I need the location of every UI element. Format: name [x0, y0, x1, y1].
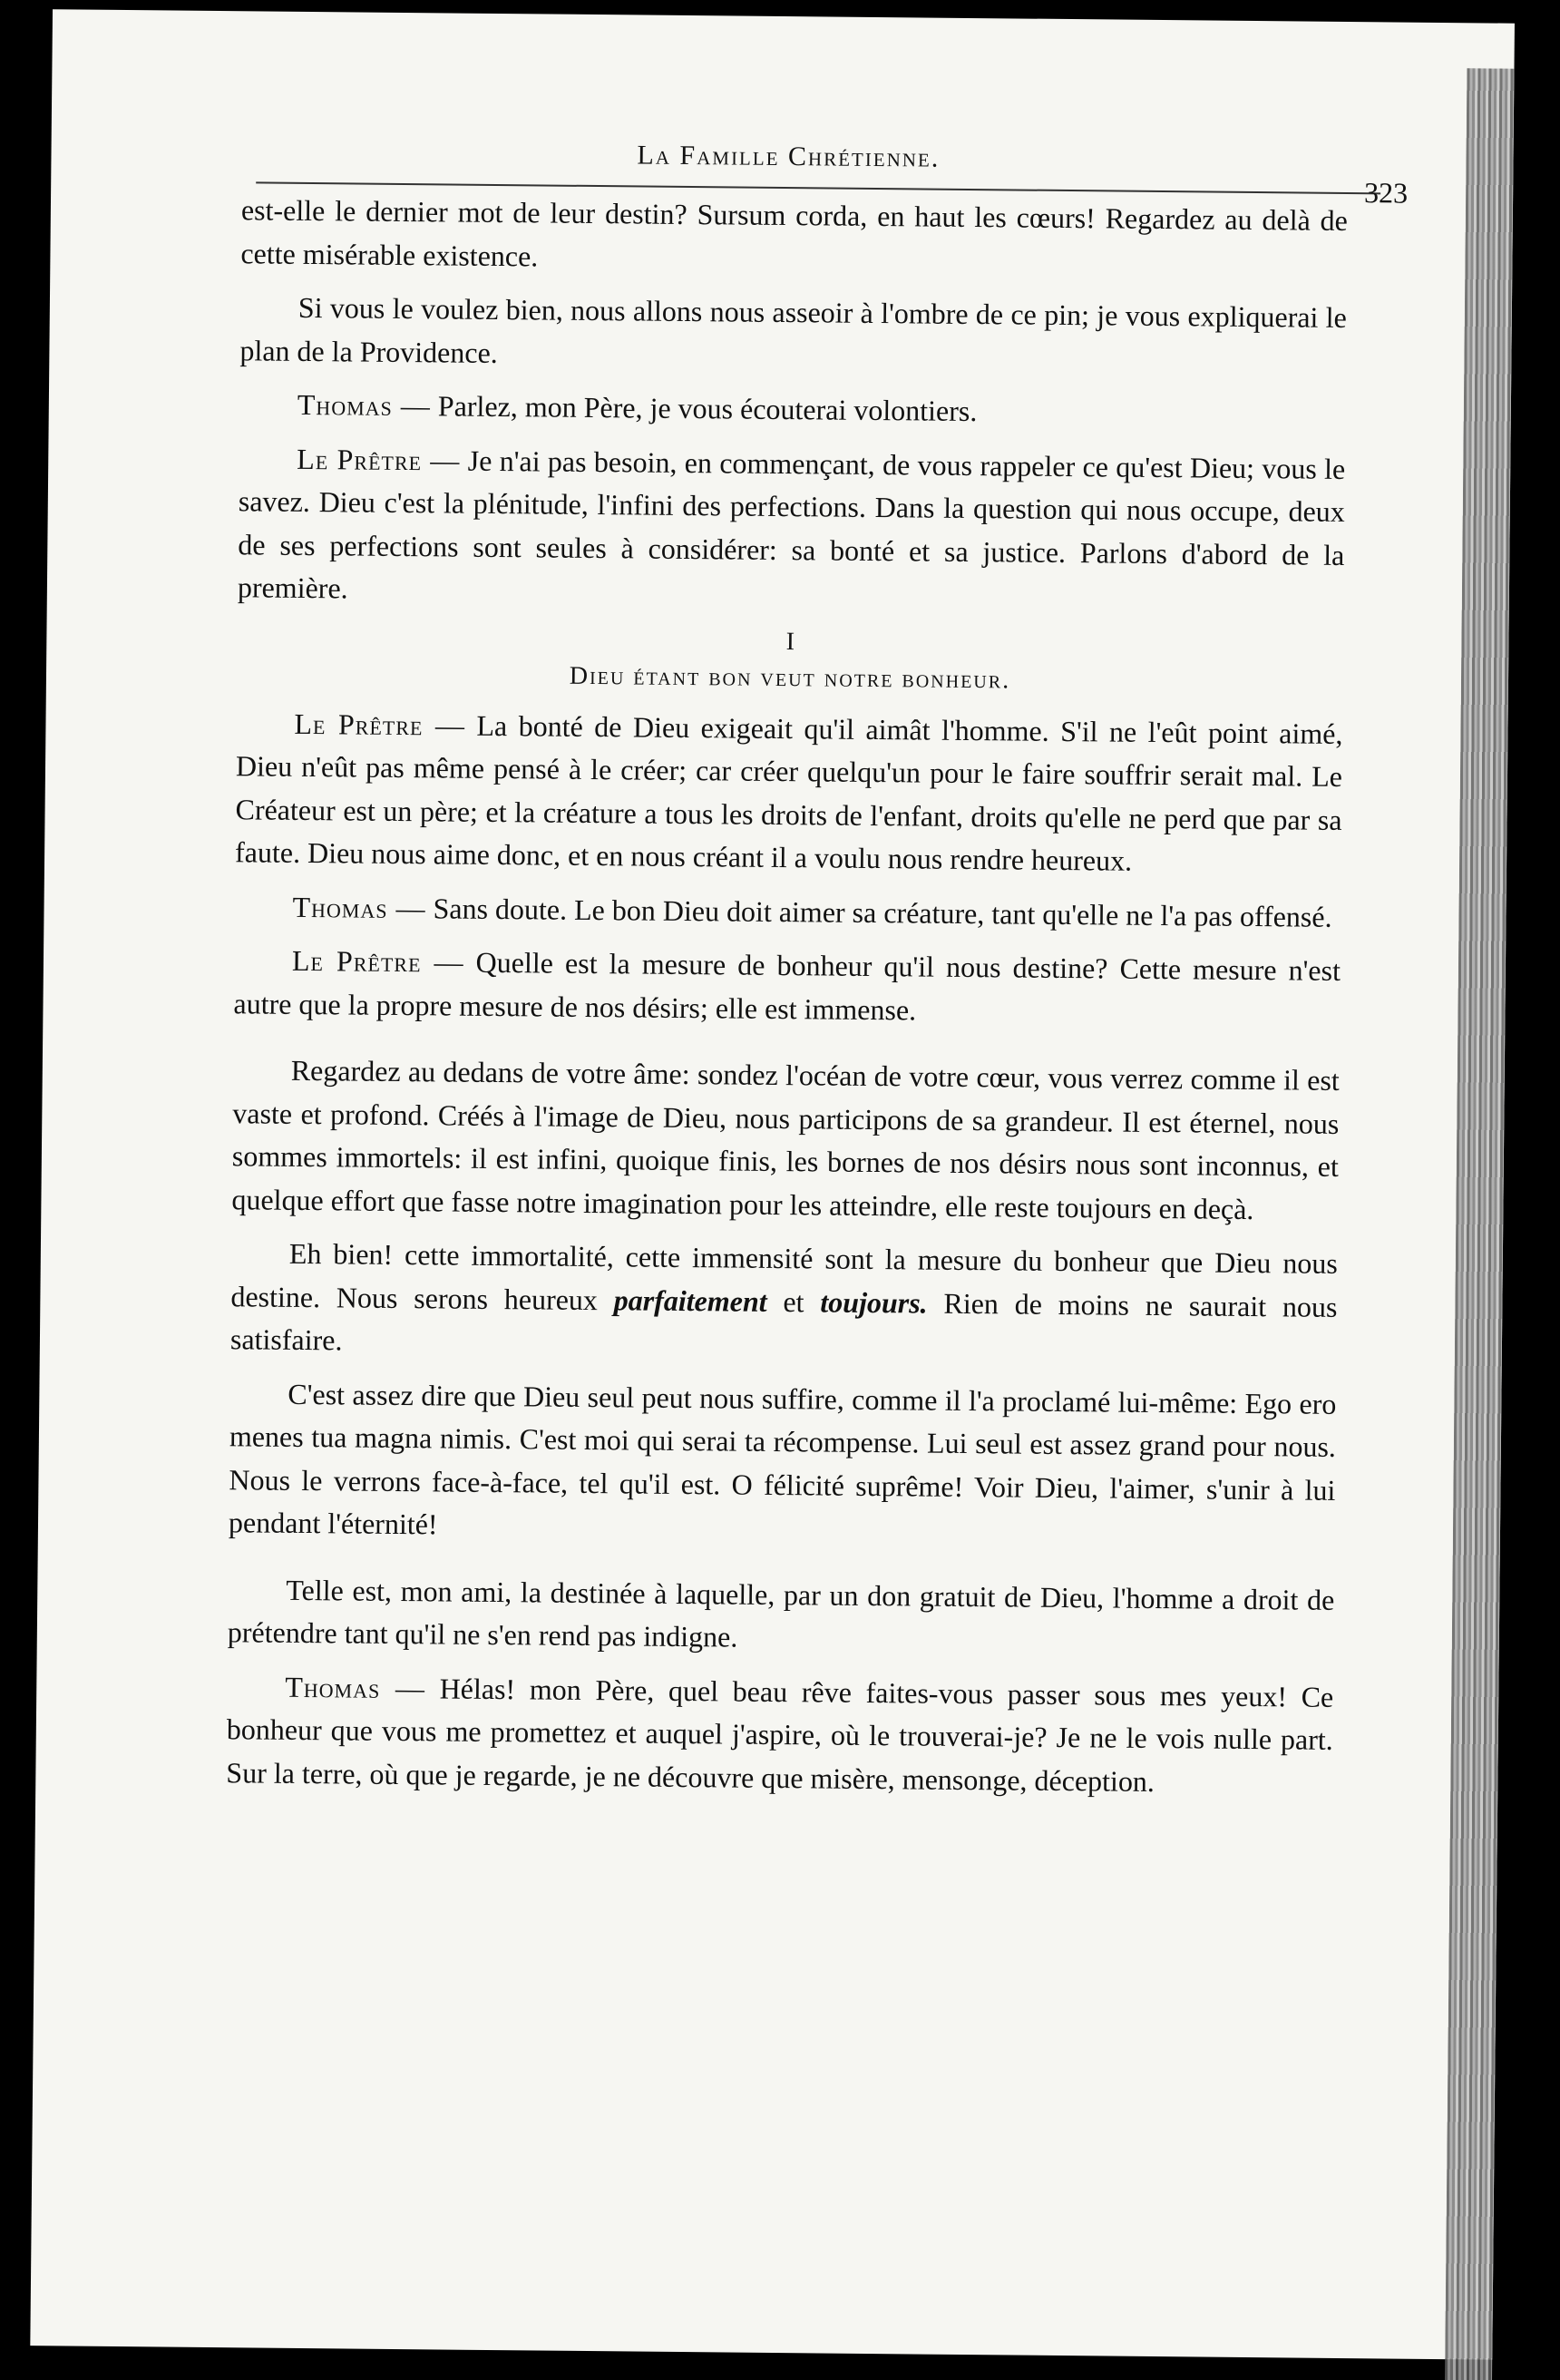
- paragraph: C'est assez dire que Dieu seul peut nous suffire, comme il l'a proclamé lui-même: Ego ero menes tua magna nimis. C'est moi qui serai ta récompense. Lui seul est assez grand pour nous. Nous le verrons face-à-face, tel qu'il est. O félicité suprême! Voir Dieu, l'aimer, s'unir à lui pendant l'éternité!: [228, 1377, 1337, 1541]
- speaker-name: Thomas —: [292, 890, 426, 924]
- dialogue-text: Je n'ai pas besoin, en commençant, de vous rappeler ce qu'est Dieu; vous le savez. Dieu c'est la plénitude, l'infini des perfections. Dans la question qui nous occupe, deux de ses perfections sont seules à considérer: sa bonté et sa justice. Parlons d'abord de la première.: [237, 444, 1346, 605]
- emphasis-text: toujours.: [820, 1284, 928, 1320]
- page-header: [256, 127, 1409, 210]
- dialogue-text: Hélas! mon Père, quel beau rêve faites-vous passer sous mes yeux! Ce bonheur que vous me promettez et auquel j'aspire, où le trouverai-je? Je ne le vois nulle part. Sur la terre, où que je regarde, je ne découvre que misère, mensonge, déception.: [226, 1671, 1334, 1798]
- speaker-name: Thomas —: [285, 1670, 426, 1704]
- dialogue-text: La bonté de Dieu exigeait qu'il aimât l'homme. S'il ne l'eût point aimé, Dieu n'eût pas même pensé à le créer; car créer quelqu'un pour le faire souffrir serait mal. Le Créateur est un père; et la créature a tous les droits de l'enfant, droits qu'elle ne perd que par sa faute. Dieu nous aime donc, et en nous créant il a voulu nous rendre heureux.: [234, 708, 1343, 877]
- running-title: La Famille Chrétienne.: [637, 140, 941, 173]
- dialogue-text: Parlez, mon Père, je vous écouterai volontiers.: [437, 389, 978, 428]
- dialogue-paragraph: [238, 437, 1346, 620]
- paragraph: Regardez au dedans de votre âme: sondez l'océan de votre cœur, vous verrez comme il est vaste et profond. Créés à l'image de Dieu, nous participons de sa grandeur. Il est éternel, nous sommes immortels: il est infini, quoique finis, les bornes de nos désirs nous sont inconnus, et quelque effort que fasse notre imagination pour les atteindre, elle reste toujours en deçà.: [231, 1053, 1340, 1225]
- speaker-name: Le Prêtre —: [291, 943, 464, 979]
- page-edge-shadow: [1445, 68, 1515, 2380]
- speaker-name: Le Prêtre —: [294, 707, 466, 742]
- dialogue-text: Sans doute. Le bon Dieu doit aimer sa créature, tant qu'elle ne l'a pas offensé.: [433, 891, 1332, 933]
- speaker-name: Le Prêtre —: [297, 442, 461, 477]
- section-number: I: [785, 627, 795, 656]
- conjunction-text: et: [783, 1284, 804, 1318]
- dialogue-paragraph: [226, 1665, 1333, 1805]
- speaker-name: Thomas —: [297, 387, 432, 423]
- paragraph-text: Rien de moins ne saurait nous satisfaire.: [229, 1286, 1338, 1357]
- dialogue-paragraph: [239, 383, 1346, 436]
- emphasis-text: parfaitement: [613, 1283, 767, 1318]
- section-title: Dieu étant bon veut notre bonheur.: [569, 661, 1011, 694]
- paragraph-text: Eh bien! cette immortalité, cette immensité sont la mesure du bonheur que Dieu nous destine. Nous serons heureux: [230, 1236, 1339, 1316]
- paragraph: [230, 1232, 1338, 1371]
- dialogue-paragraph: [235, 702, 1343, 885]
- dialogue-paragraph: [234, 885, 1341, 939]
- book-page: [30, 9, 1515, 2359]
- dialogue-paragraph: [233, 939, 1341, 1036]
- paragraph: Si vous le voulez bien, nous allons nous asseoir à l'ombre de ce pin; je vous expliquerai le plan de la Providence.: [239, 290, 1348, 369]
- dialogue-text: Quelle est la mesure de bonheur qu'il nous destine? Cette mesure n'est autre que la propre mesure de nos désirs; elle est immense.: [233, 945, 1341, 1026]
- page-number: 323: [1363, 176, 1409, 210]
- paragraph: est-elle le dernier mot de leur destin? Sursum corda, en haut les cœurs! Regardez au delà de cette misérable existence.: [240, 193, 1349, 272]
- paragraph: Telle est, mon ami, la destinée à laquelle, par un don gratuit de Dieu, l'homme a droit de prétendre tant qu'il ne s'en rend pas indigne.: [227, 1573, 1335, 1653]
- page-body: [226, 189, 1348, 1816]
